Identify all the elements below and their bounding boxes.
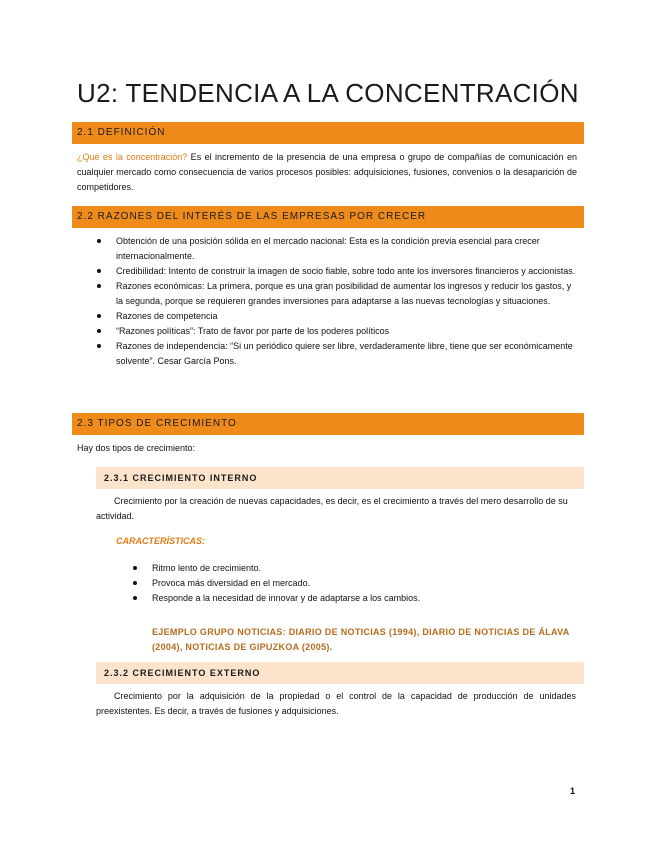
bullet-icon (97, 239, 101, 243)
bullet-icon (133, 566, 137, 570)
section-heading-tipos: 2.3 TIPOS DE CRECIMIENTO (72, 413, 584, 435)
list-item: Provoca más diversidad en el mercado. (152, 576, 572, 591)
definition-paragraph (77, 150, 577, 195)
bullet-icon (97, 329, 101, 333)
section-heading-definicion: 2.1 DEFINICIÓN (72, 122, 584, 144)
tipos-intro: Hay dos tipos de crecimiento: (77, 443, 196, 453)
list-item: Razones de competencia (116, 309, 576, 324)
list-item: Razones de independencia: “Si un periódico quiere ser libre, verdaderamente libre, tiene que ser económicamente solvente”. Cesar García Pons. (116, 339, 576, 369)
page-number: 1 (570, 786, 576, 796)
list-item: Obtención de una posición sólida en el mercado nacional: Esta es la condición previa esencial para crecer internacionalmente. (116, 234, 576, 264)
bullet-icon (97, 269, 101, 273)
bullet-icon (133, 596, 137, 600)
list-item: Razones económicas: La primera, porque es una gran posibilidad de aumentar los ingresos y reducir los gastos, y la segunda, porque se requieren grandes inversiones para adaptarse a las nuevas tecnologías y situaciones. (116, 279, 576, 309)
reasons-list (116, 234, 576, 369)
list-item: Credibilidad: Intento de construir la imagen de socio fiable, sobre todo ante los inversores financieros y accionistas. (116, 264, 576, 279)
interno-paragraph: Crecimiento por la creación de nuevas capacidades, es decir, es el crecimiento a través del mero desarrollo de su actividad. (96, 496, 568, 521)
page-title: U2: TENDENCIA A LA CONCENTRACIÓN (77, 78, 579, 108)
list-item: Ritmo lento de crecimiento. (152, 561, 572, 576)
bullet-icon (97, 314, 101, 318)
section-heading-razones: 2.2 RAZONES DEL INTERÉS DE LAS EMPRESAS POR CRECER (72, 206, 584, 228)
definition-question: ¿Qué es la concentración? (77, 152, 188, 162)
subsection-heading-interno: 2.3.1 CRECIMIENTO INTERNO (96, 467, 584, 489)
bullet-icon (133, 581, 137, 585)
bullet-icon (97, 344, 101, 348)
characteristics-list (152, 561, 572, 606)
subsection-heading-externo: 2.3.2 CRECIMIENTO EXTERNO (96, 662, 584, 684)
list-item: “Razones políticas”: Trato de favor por parte de los poderes políticos (116, 324, 576, 339)
externo-paragraph: Crecimiento por la adquisición de la propiedad o el control de la capacidad de producción de unidades preexistentes. Es decir, a través de fusiones y adquisiciones. (96, 691, 576, 716)
example-grupo-noticias: EJEMPLO GRUPO NOTICIAS: DIARIO DE NOTICIAS (1994), DIARIO DE NOTICIAS DE ÁLAVA (2004), NOTICIAS DE GIPUZKOA (2005). (152, 627, 570, 652)
characteristics-label: CARACTERÍSTICAS: (116, 536, 205, 546)
bullet-icon (97, 284, 101, 288)
definition-text: Es el incremento de la presencia de una empresa o grupo de compañías de comunicación en cualquier mercado como consecuencia de varios procesos posibles: adquisiciones, fusiones, convenios o la desaparición de competidores. (77, 152, 577, 192)
list-item: Responde a la necesidad de innovar y de adaptarse a los cambios. (152, 591, 572, 606)
